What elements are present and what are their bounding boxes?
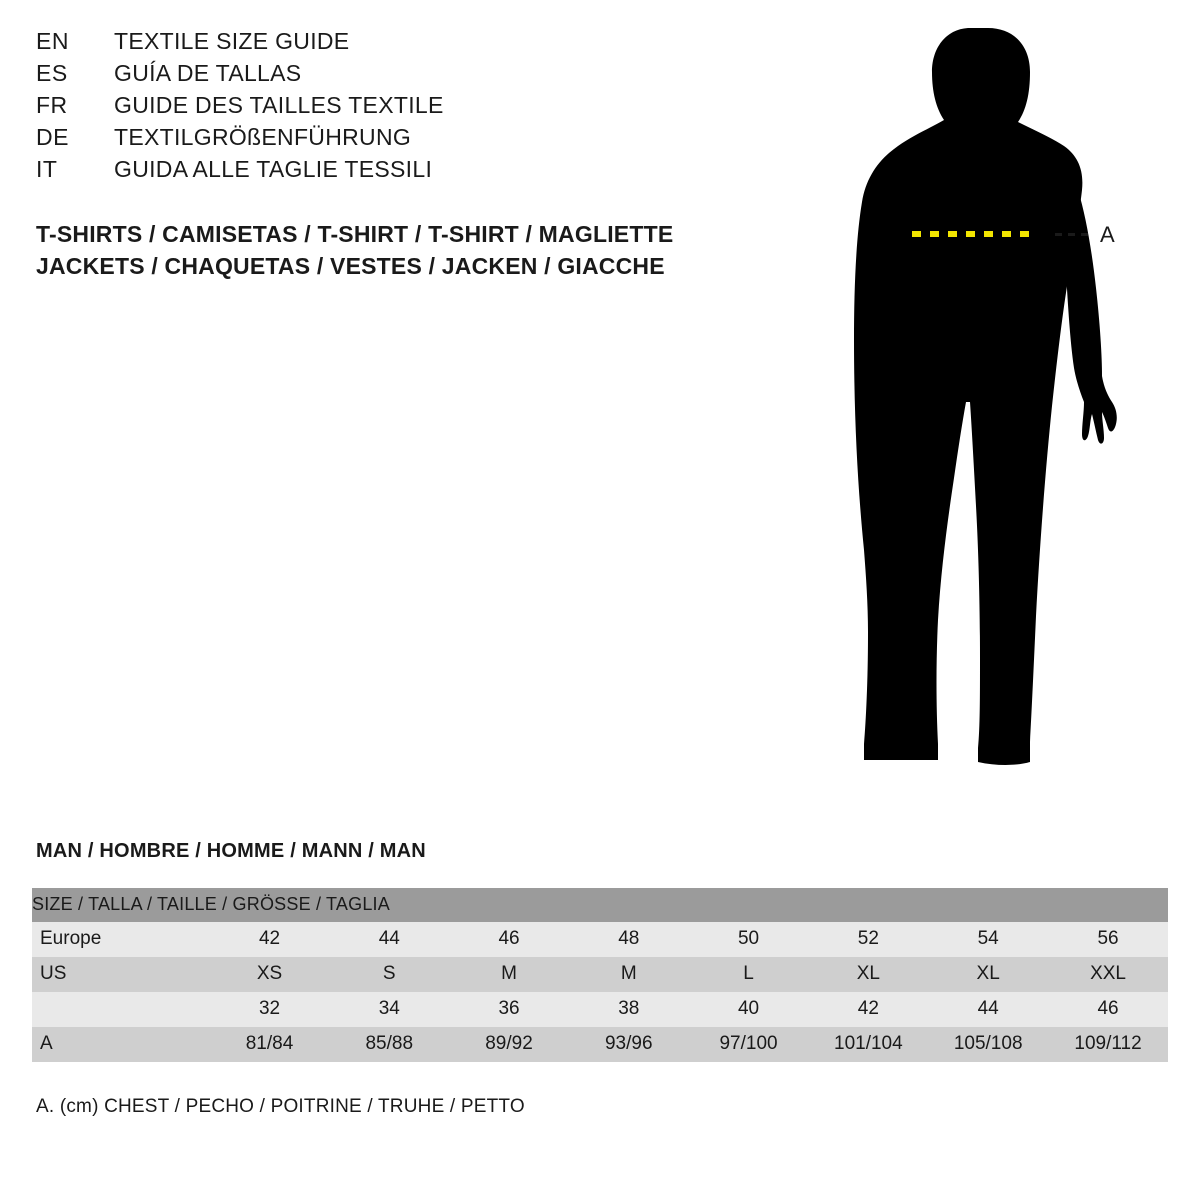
category-list (36, 218, 796, 282)
table-cell: XS (210, 957, 330, 992)
table-cell: 97/100 (689, 1027, 809, 1062)
table-cell: 56 (1048, 922, 1168, 957)
language-text: TEXTILGRÖßENFÜHRUNG (114, 124, 412, 150)
language-code: EN (36, 28, 69, 54)
language-text: GUÍA DE TALLAS (114, 60, 302, 86)
category-jackets: JACKETS / CHAQUETAS / VESTES / JACKEN / GIACCHE (36, 253, 665, 279)
category-tshirts: T-SHIRTS / CAMISETAS / T-SHIRT / T-SHIRT / MAGLIETTE (36, 221, 674, 247)
table-cell: 52 (808, 922, 928, 957)
measure-leader-line (1055, 233, 1093, 236)
table-cell: 101/104 (808, 1027, 928, 1062)
language-row (36, 60, 736, 92)
language-row (36, 156, 736, 188)
table-cell: 44 (329, 922, 449, 957)
table-cell: 54 (928, 922, 1048, 957)
language-code: DE (36, 124, 69, 150)
table-row (32, 922, 1168, 957)
table-cell: 32 (210, 992, 330, 1027)
language-code: FR (36, 92, 68, 118)
table-cell: 48 (569, 922, 689, 957)
table-header-row (32, 888, 1168, 922)
table-cell: XXL (1048, 957, 1168, 992)
table-cell: M (569, 957, 689, 992)
row-label: US (32, 957, 210, 992)
table-cell: 34 (329, 992, 449, 1027)
language-code: IT (36, 156, 58, 182)
row-label: Europe (32, 922, 210, 957)
table-cell: 93/96 (569, 1027, 689, 1062)
language-text: GUIDA ALLE TAGLIE TESSILI (114, 156, 433, 182)
table-section-title: MAN / HOMBRE / HOMME / MANN / MAN (36, 840, 426, 862)
language-row (36, 28, 736, 60)
table-cell: XL (928, 957, 1048, 992)
table-cell: 105/108 (928, 1027, 1048, 1062)
table-cell: 109/112 (1048, 1027, 1168, 1062)
table-cell: S (329, 957, 449, 992)
table-footnote: A. (cm) CHEST / PECHO / POITRINE / TRUHE / PETTO (36, 1096, 525, 1117)
language-code: ES (36, 60, 68, 86)
table-cell: XL (808, 957, 928, 992)
table-cell: M (449, 957, 569, 992)
size-table (32, 888, 1168, 1062)
table-cell: 81/84 (210, 1027, 330, 1062)
table-cell: 38 (569, 992, 689, 1027)
table-header-label: SIZE / TALLA / TAILLE / GRÖSSE / TAGLIA (32, 888, 1168, 922)
language-row (36, 124, 736, 156)
table-cell: 89/92 (449, 1027, 569, 1062)
table-cell: 36 (449, 992, 569, 1027)
table-cell: 46 (449, 922, 569, 957)
row-label (32, 992, 210, 1027)
language-list (36, 28, 736, 188)
language-row (36, 92, 736, 124)
measure-label-a: A (1100, 222, 1116, 247)
table-row (32, 957, 1168, 992)
language-text: GUIDE DES TAILLES TEXTILE (114, 92, 444, 118)
language-text: TEXTILE SIZE GUIDE (114, 28, 350, 54)
table-cell: 46 (1048, 992, 1168, 1027)
table-cell: L (689, 957, 809, 992)
table-cell: 42 (808, 992, 928, 1027)
table-row (32, 992, 1168, 1027)
table-cell: 85/88 (329, 1027, 449, 1062)
table-cell: 44 (928, 992, 1048, 1027)
table-cell: 40 (689, 992, 809, 1027)
row-label: A (32, 1027, 210, 1062)
table-cell: 50 (689, 922, 809, 957)
table-cell: 42 (210, 922, 330, 957)
table-row (32, 1027, 1168, 1062)
body-silhouette (820, 20, 1180, 780)
